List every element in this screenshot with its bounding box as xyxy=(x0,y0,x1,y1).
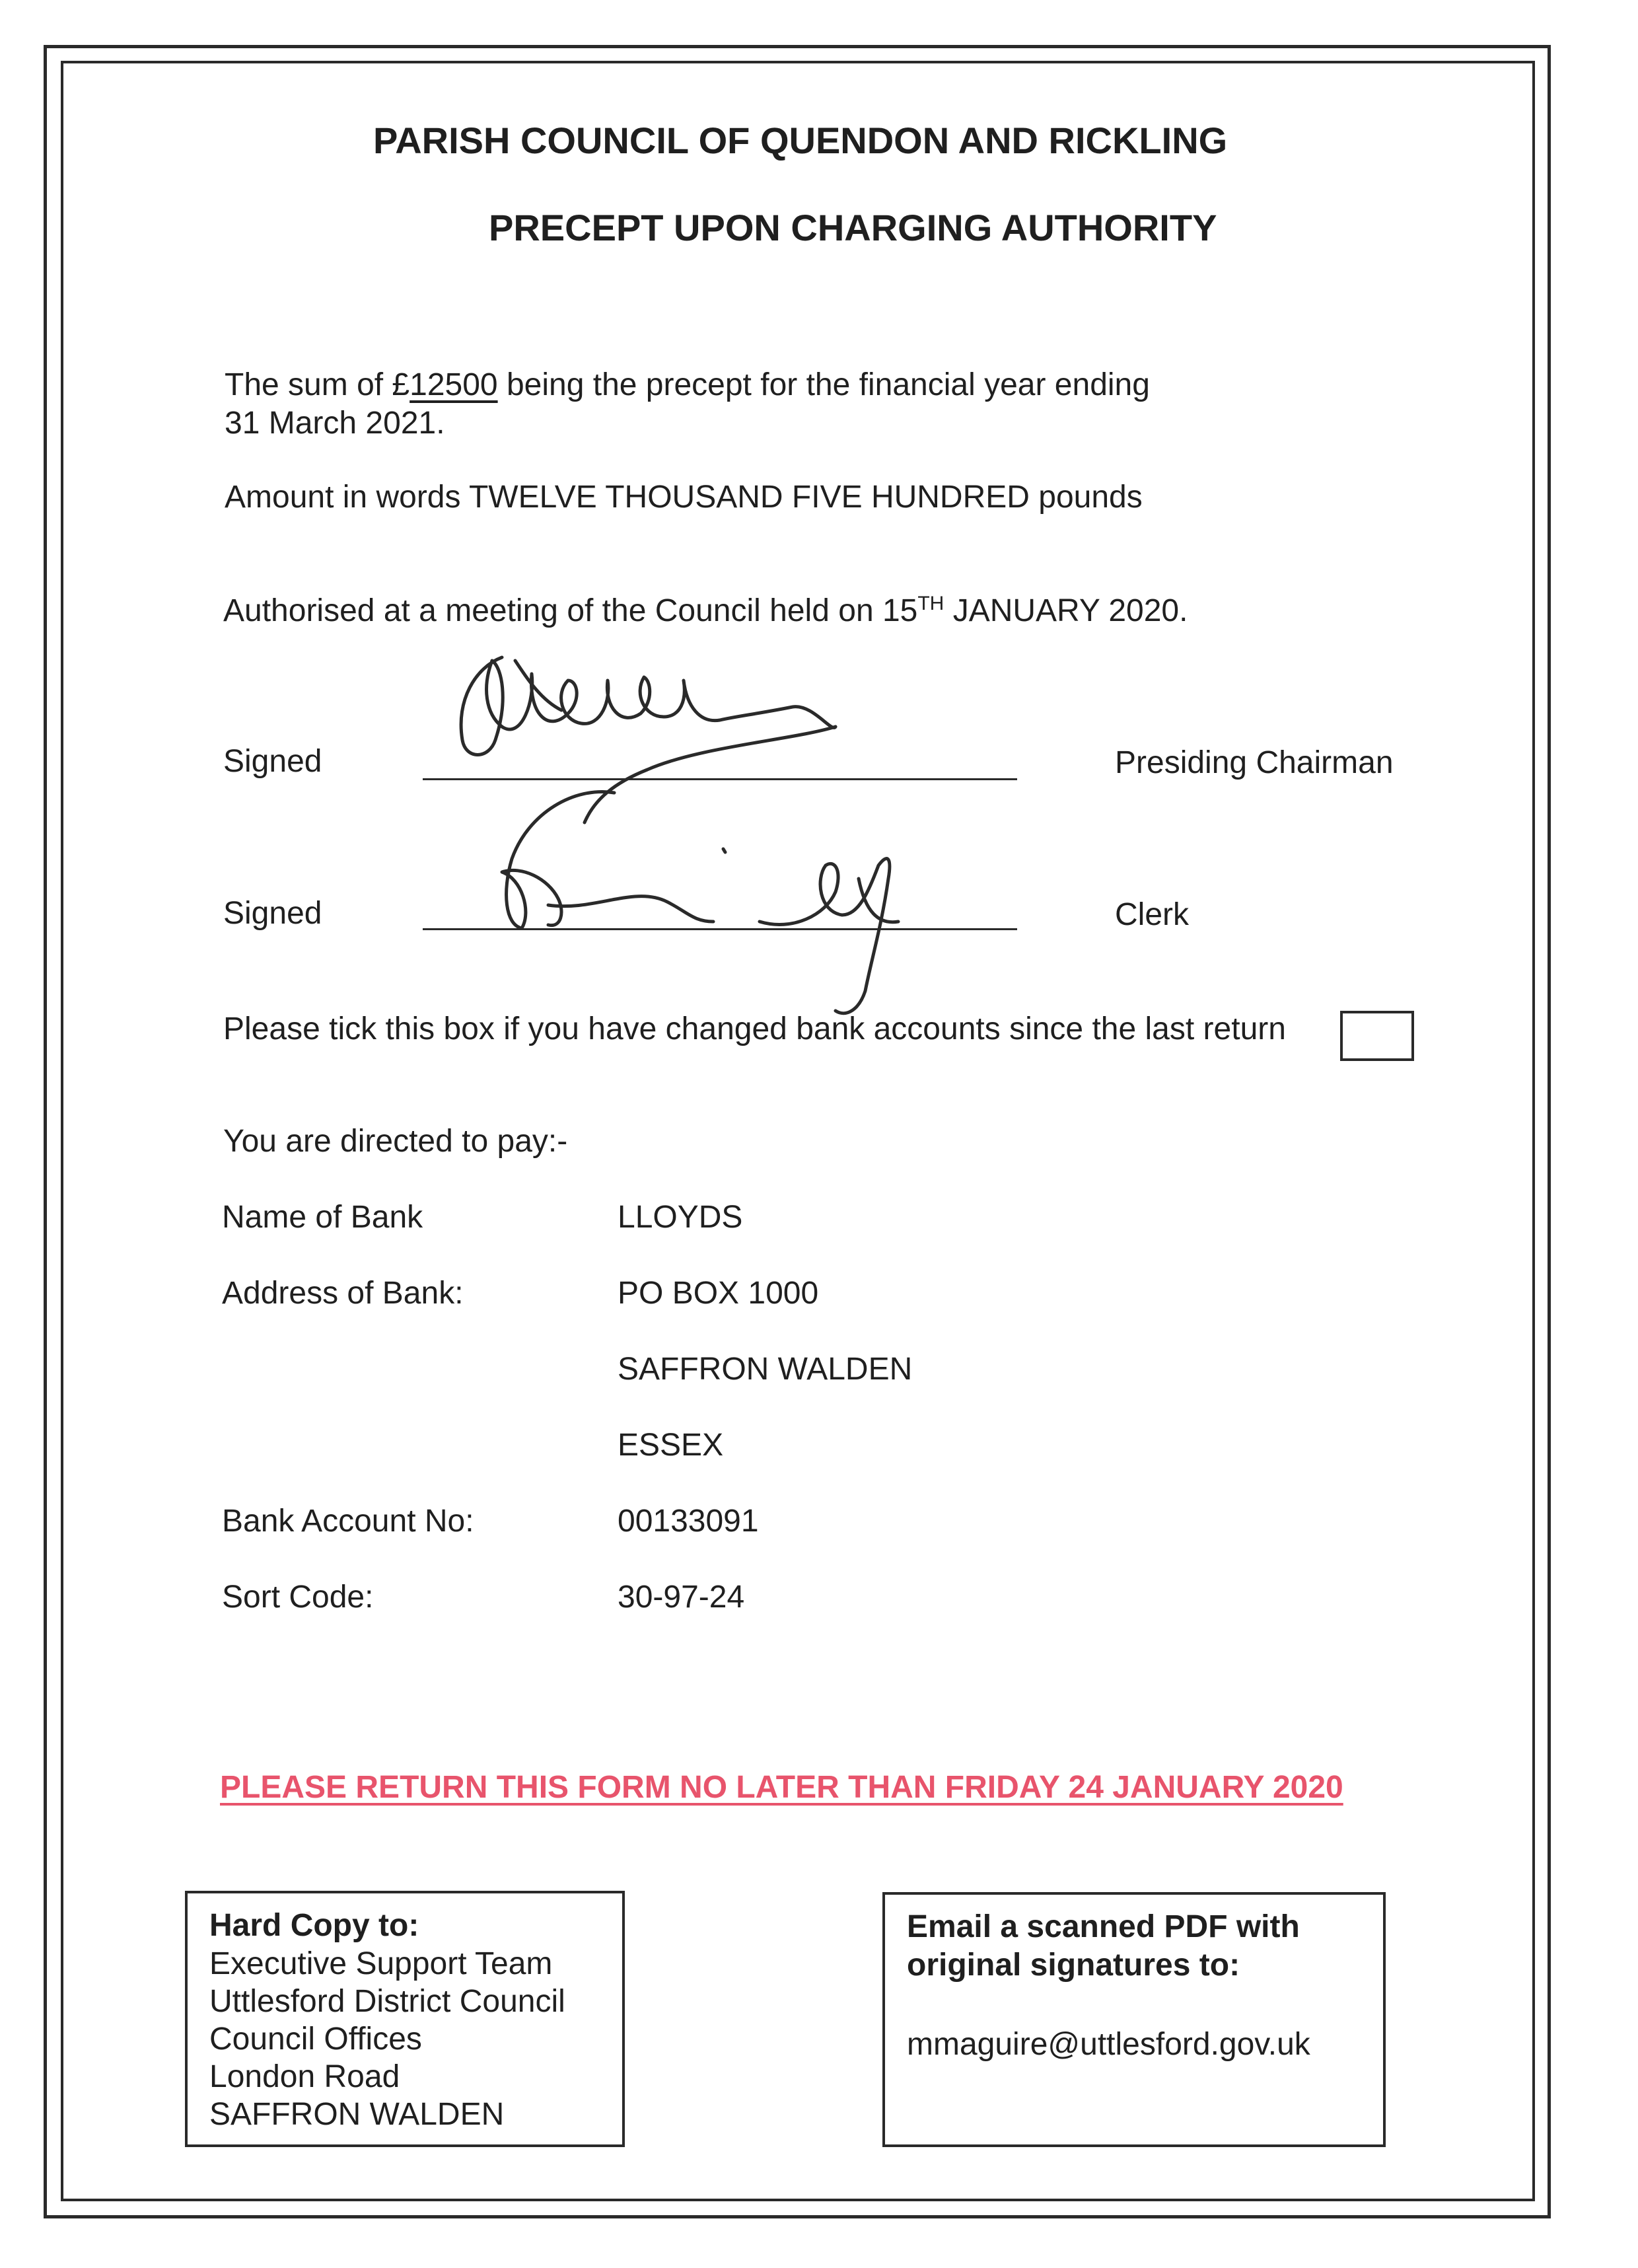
year-end: 31 March 2021. xyxy=(225,406,445,441)
bank-name-label: Name of Bank xyxy=(222,1200,423,1235)
bank-address-label: Address of Bank: xyxy=(222,1276,464,1311)
return-deadline-notice: PLEASE RETURN THIS FORM NO LATER THAN FRIDAY 24 JANUARY 2020 xyxy=(220,1770,1343,1805)
bank-name-value: LLOYDS xyxy=(618,1200,743,1235)
precept-amount: 12500 xyxy=(410,367,498,402)
hard-copy-line: London Road xyxy=(209,2059,400,2094)
email-title-line-1: Email a scanned PDF with xyxy=(907,1909,1300,1944)
role-presiding-chairman: Presiding Chairman xyxy=(1115,745,1394,780)
directed-to-pay: You are directed to pay:- xyxy=(223,1124,568,1159)
sum-suffix: being the precept for the financial year ending xyxy=(497,367,1150,402)
hard-copy-box xyxy=(185,1891,625,2147)
authorised-prefix: Authorised at a meeting of the Council held on 15 xyxy=(223,593,918,628)
bank-address-line-1: PO BOX 1000 xyxy=(618,1276,819,1311)
bank-change-checkbox[interactable] xyxy=(1340,1011,1414,1061)
account-number-value: 00133091 xyxy=(618,1504,759,1539)
bank-address-line-3: ESSEX xyxy=(618,1428,724,1463)
signed-label-chairman: Signed xyxy=(223,744,322,779)
hard-copy-title: Hard Copy to: xyxy=(209,1908,419,1943)
sum-prefix: The sum of £ xyxy=(225,367,410,402)
council-title: PARISH COUNCIL OF QUENDON AND RICKLING xyxy=(373,120,1228,161)
hard-copy-line: SAFFRON WALDEN xyxy=(209,2097,505,2132)
precept-title: PRECEPT UPON CHARGING AUTHORITY xyxy=(489,207,1217,248)
authorised-superscript: TH xyxy=(917,593,944,614)
hard-copy-line: Council Offices xyxy=(209,2022,422,2057)
hard-copy-line: Uttlesford District Council xyxy=(209,1984,565,2019)
email-address-link[interactable]: mmaguire@uttlesford.gov.uk xyxy=(907,2027,1310,2062)
email-box xyxy=(882,1892,1386,2147)
sort-code-value: 30-97-24 xyxy=(618,1580,745,1615)
bank-change-label: Please tick this box if you have changed bank accounts since the last return xyxy=(223,1011,1286,1046)
hard-copy-line: Executive Support Team xyxy=(209,1946,553,1981)
signed-label-clerk: Signed xyxy=(223,896,322,931)
role-clerk: Clerk xyxy=(1115,897,1190,932)
sort-code-label: Sort Code: xyxy=(222,1580,374,1615)
amount-in-words: Amount in words TWELVE THOUSAND FIVE HUNDRED pounds xyxy=(225,480,1143,515)
bank-address-line-2: SAFFRON WALDEN xyxy=(618,1352,913,1387)
email-title-line-2: original signatures to: xyxy=(907,1948,1240,1983)
account-number-label: Bank Account No: xyxy=(222,1504,474,1539)
authorised-suffix: JANUARY 2020. xyxy=(944,593,1188,628)
